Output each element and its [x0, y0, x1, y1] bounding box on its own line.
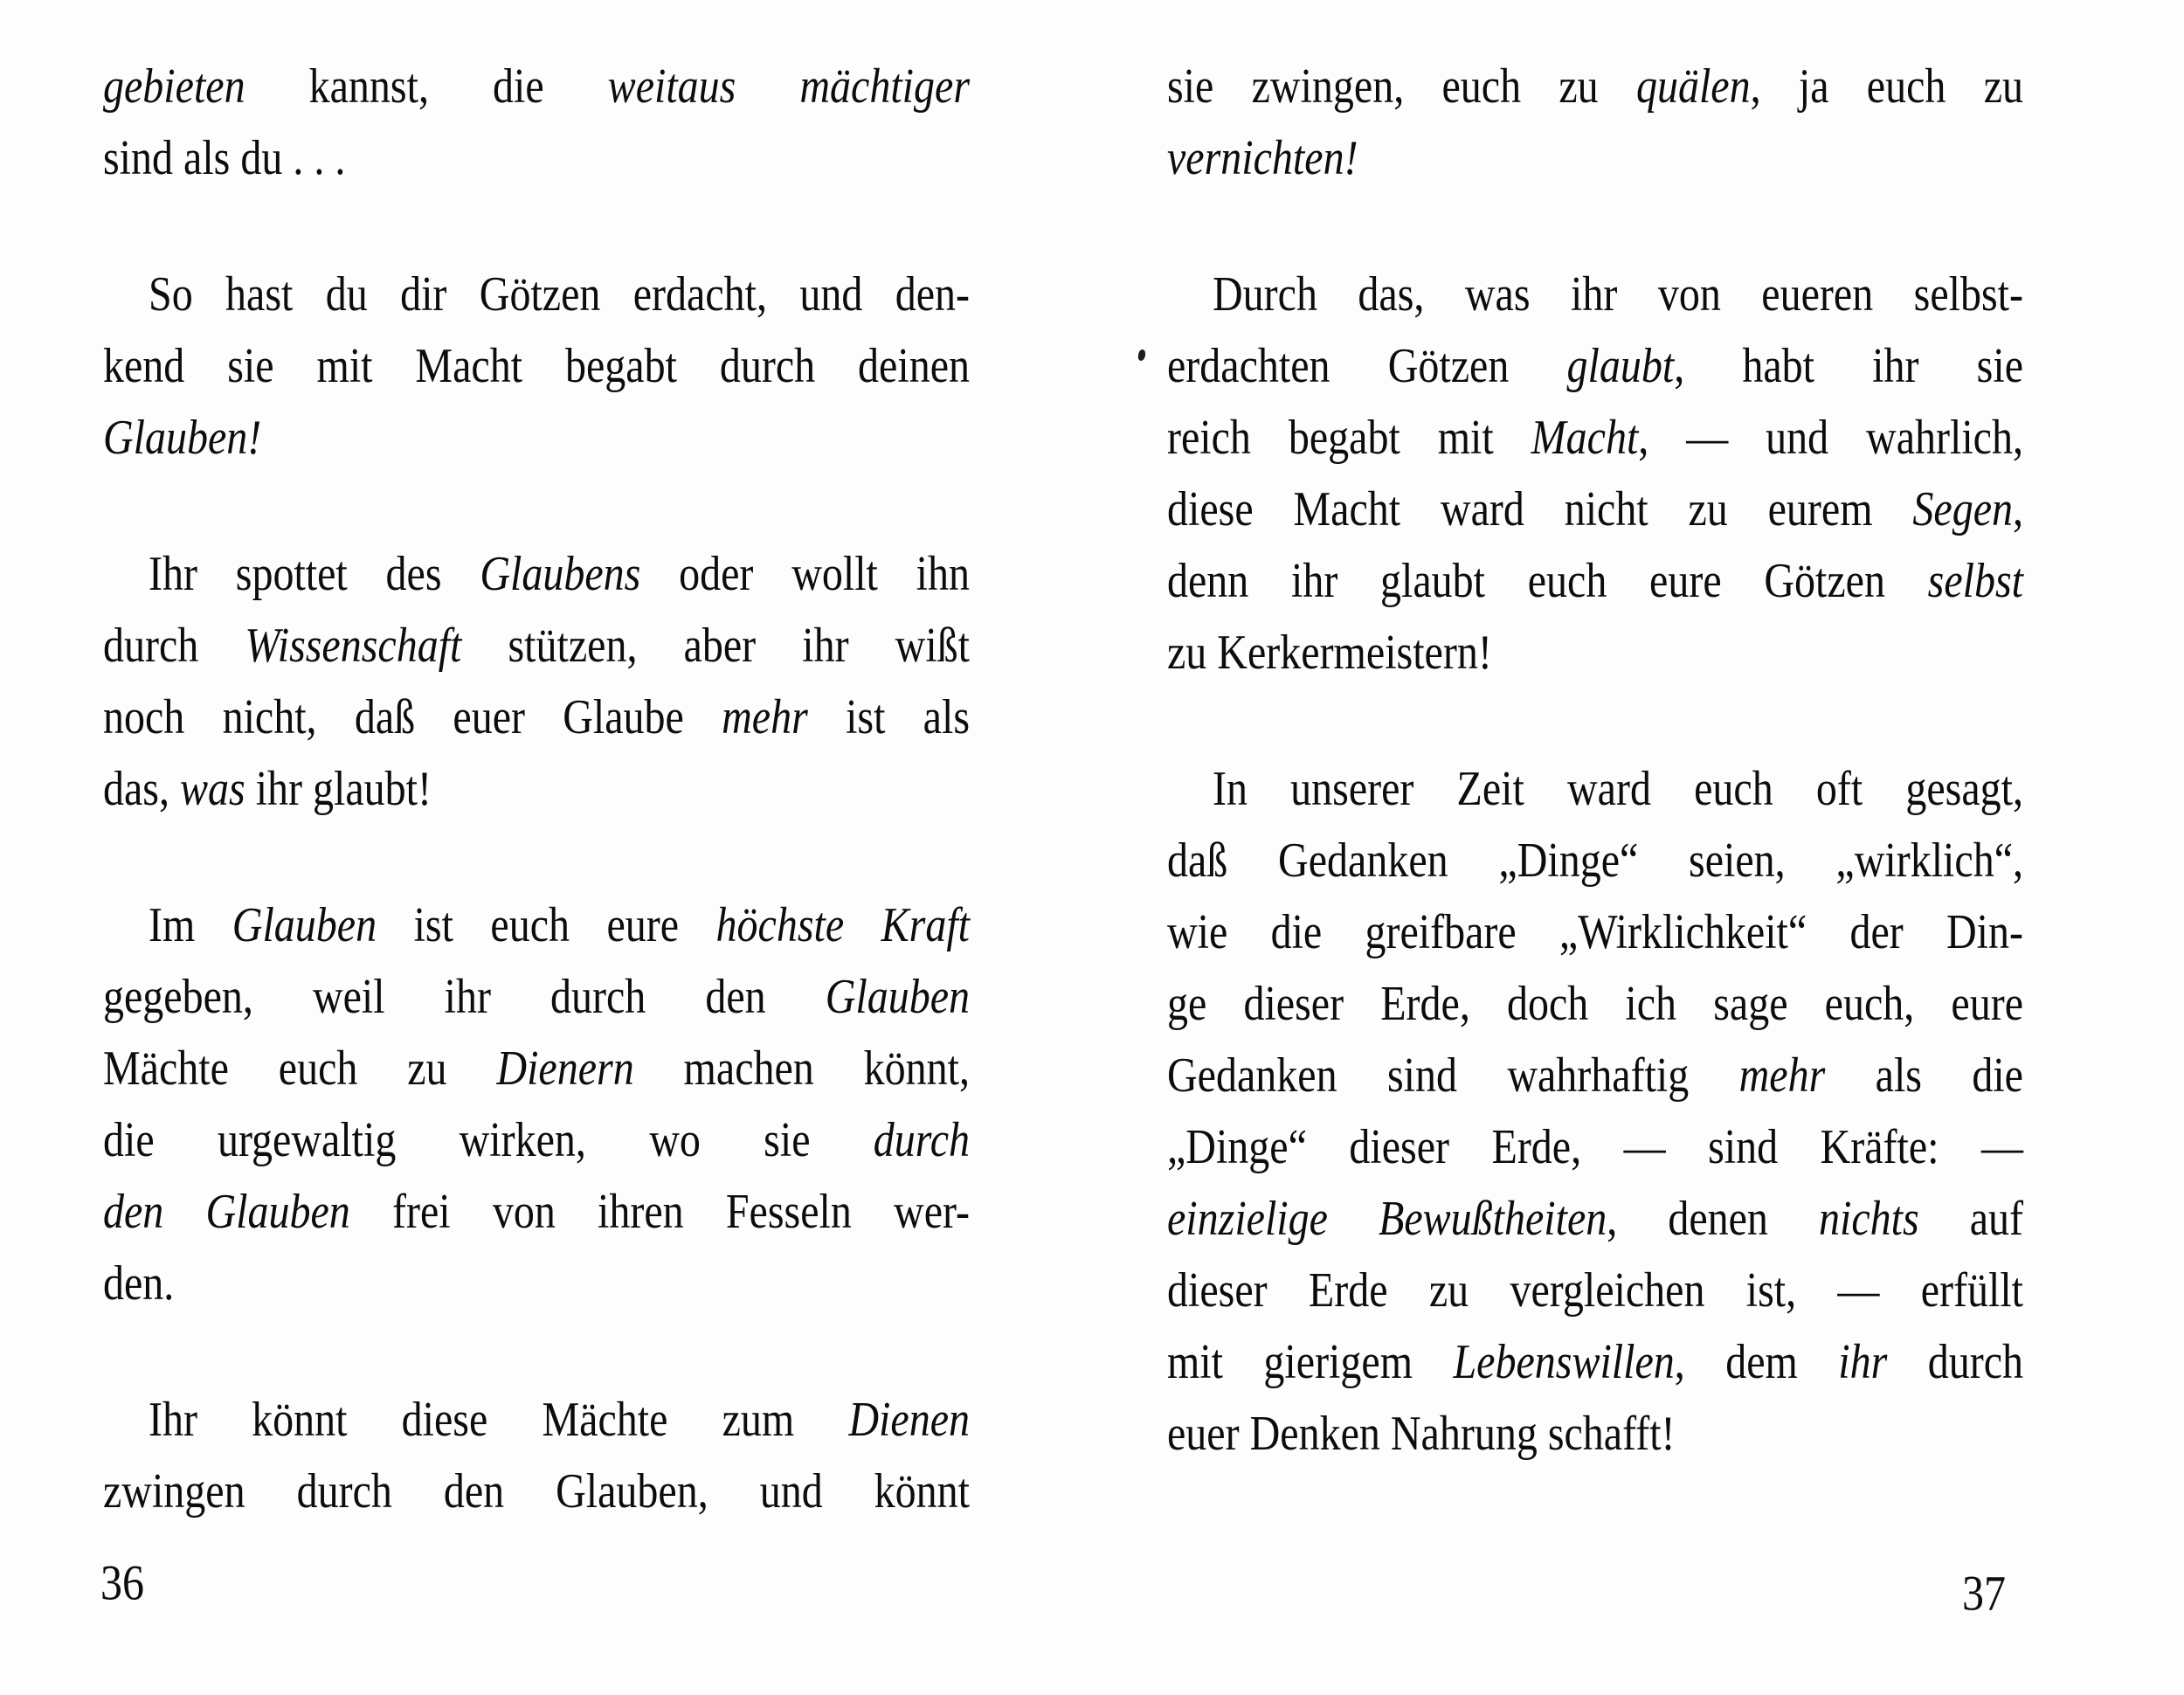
- text-line: [1167, 1249, 2023, 1332]
- text-run: So hast du dir Götzen erdacht, und den-: [149, 267, 970, 322]
- italic-text-run: ihr: [1838, 1335, 1888, 1389]
- text-line: [103, 1027, 970, 1110]
- paragraph: [103, 891, 970, 1321]
- paragraph: [103, 52, 970, 196]
- text-run: die urgewaltig wirken, wo sie: [103, 1113, 874, 1167]
- text-run: sind als du . . .: [103, 131, 346, 185]
- text-line: [103, 1171, 970, 1254]
- italic-text-run: selbst: [1927, 554, 2023, 608]
- text-run: stützen, aber ihr wißt: [461, 619, 970, 673]
- left-page-text-column: [103, 52, 970, 1529]
- text-line: [1167, 963, 2023, 1046]
- text-line: [1167, 1321, 2023, 1404]
- italic-text-run: Glauben!: [103, 411, 262, 465]
- text-line: [1167, 612, 2023, 695]
- italic-text-run: Macht: [1531, 411, 1639, 465]
- italic-text-run: was: [179, 762, 245, 816]
- text-run: mit gierigem: [1167, 1335, 1454, 1389]
- text-line: [103, 45, 970, 128]
- text-run: ,: [2013, 482, 2023, 536]
- text-run: euer Denken Nahrung schafft!: [1167, 1407, 1676, 1461]
- paragraph: [1167, 755, 2023, 1471]
- text-line: [103, 1099, 970, 1182]
- right-page: [1092, 0, 2184, 1695]
- page-number-37: 37: [1962, 1564, 2006, 1622]
- text-line: [1167, 397, 2023, 480]
- italic-text-run: Glaubens: [480, 547, 641, 601]
- text-run: noch nicht, daß euer Glaube: [103, 690, 722, 744]
- text-run: auf: [1918, 1192, 2024, 1246]
- text-run: ist als: [807, 690, 971, 744]
- italic-text-run: höchste Kraft: [715, 898, 970, 952]
- italic-text-run: Dienen: [848, 1393, 970, 1447]
- text-line: [103, 253, 970, 336]
- text-run: reich begabt mit: [1167, 411, 1531, 465]
- italic-text-run: nichts: [1819, 1192, 1919, 1246]
- text-run: diese Macht ward nicht zu eurem: [1167, 482, 1913, 536]
- text-line: [1167, 325, 2023, 408]
- text-line: [1167, 117, 2023, 200]
- text-line: [103, 884, 970, 967]
- text-line: [103, 325, 970, 408]
- text-run: , dem: [1674, 1335, 1839, 1389]
- text-line: [1167, 45, 2023, 128]
- italic-text-run: mehr: [722, 690, 808, 744]
- text-run: als die: [1825, 1048, 2023, 1103]
- italic-text-run: durch: [873, 1113, 970, 1167]
- paragraph: [103, 540, 970, 827]
- text-run: In unserer Zeit ward euch oft gesagt,: [1213, 762, 2023, 816]
- text-line: [1167, 1393, 2023, 1476]
- italic-text-run: Lebenswillen: [1453, 1335, 1675, 1389]
- text-run: zu Kerkermeistern!: [1167, 626, 1492, 680]
- italic-text-run: glaubt: [1566, 339, 1675, 393]
- page-number-36: 36: [100, 1553, 144, 1611]
- text-line: [103, 117, 970, 200]
- text-run: frei von ihren Fesseln wer-: [349, 1185, 970, 1239]
- text-run: Mächte euch zu: [103, 1041, 497, 1096]
- text-run: ihr glaubt!: [245, 762, 432, 816]
- text-run: Ihr könnt diese Mächte zum: [149, 1393, 849, 1447]
- text-run: Ihr spottet des: [149, 547, 480, 601]
- italic-text-run: gebieten: [103, 59, 245, 114]
- text-line: [103, 533, 970, 616]
- text-run: denn ihr glaubt euch eure Götzen: [1167, 554, 1928, 608]
- text-line: [103, 605, 970, 688]
- text-run: wie die greifbare „Wirklichkeit“ der Din-: [1167, 905, 2023, 959]
- scan-artifact-dot: [1137, 349, 1147, 362]
- italic-text-run: Glauben: [232, 898, 377, 952]
- text-run: ist euch eure: [377, 898, 716, 952]
- text-run: Gedanken sind wahrhaftig: [1167, 1048, 1739, 1103]
- italic-text-run: Segen: [1912, 482, 2013, 536]
- text-line: [103, 1379, 970, 1462]
- italic-text-run: Dienern: [496, 1041, 634, 1096]
- text-run: gegeben, weil ihr durch den: [103, 970, 826, 1024]
- text-line: [103, 1242, 970, 1325]
- italic-text-run: vernichten!: [1167, 131, 1358, 185]
- text-run: kannst, die: [245, 59, 608, 114]
- paragraph: [103, 260, 970, 475]
- text-run: , denen: [1607, 1192, 1819, 1246]
- text-line: [1167, 748, 2023, 831]
- text-run: zwingen durch den Glauben, und könnt: [103, 1464, 970, 1519]
- paragraph: [103, 1386, 970, 1529]
- italic-text-run: mehr: [1738, 1048, 1826, 1103]
- text-line: [103, 676, 970, 759]
- italic-text-run: Glauben: [825, 970, 970, 1024]
- text-run: machen könnt,: [633, 1041, 970, 1096]
- text-line: [1167, 1034, 2023, 1117]
- text-run: oder wollt ihn: [640, 547, 970, 601]
- text-line: [103, 748, 970, 831]
- text-run: , — und wahrlich,: [1638, 411, 2023, 465]
- text-line: [1167, 891, 2023, 974]
- paragraph: [1167, 52, 2023, 196]
- text-run: , habt ihr sie: [1674, 339, 2024, 393]
- text-line: [103, 1450, 970, 1533]
- text-line: [1167, 1106, 2023, 1189]
- text-run: das,: [103, 762, 180, 816]
- italic-text-run: den Glauben: [103, 1185, 350, 1239]
- text-line: [1167, 540, 2023, 623]
- text-run: dieser Erde zu vergleichen ist, — erfüllt: [1167, 1263, 2023, 1318]
- text-line: [1167, 468, 2023, 551]
- italic-text-run: quälen: [1635, 59, 1751, 114]
- text-run: ge dieser Erde, doch ich sage euch, eure: [1167, 977, 2023, 1031]
- text-run: erdachten Götzen: [1167, 339, 1567, 393]
- text-run: den.: [103, 1256, 175, 1311]
- text-run: Im: [149, 898, 232, 952]
- text-line: [103, 397, 970, 480]
- italic-text-run: weitaus mächtiger: [607, 59, 971, 114]
- text-run: kend sie mit Macht begabt durch deinen: [103, 339, 970, 393]
- text-run: daß Gedanken „Dinge“ seien, „wirklich“,: [1167, 834, 2023, 888]
- text-line: [1167, 1178, 2023, 1261]
- right-page-text-column: [1167, 52, 2023, 1471]
- text-run: durch: [103, 619, 245, 673]
- text-line: [1167, 820, 2023, 903]
- text-line: [1167, 253, 2023, 336]
- text-run: sie zwingen, euch zu: [1167, 59, 1636, 114]
- text-line: [103, 956, 970, 1039]
- text-run: „Dinge“ dieser Erde, — sind Kräfte: —: [1167, 1120, 2023, 1174]
- italic-text-run: einzielige Bewußtheiten: [1167, 1192, 1607, 1246]
- text-run: , ja euch zu: [1750, 59, 2024, 114]
- italic-text-run: Wissenschaft: [245, 619, 462, 673]
- paragraph: [1167, 260, 2023, 690]
- text-run: Durch das, was ihr von eueren selbst-: [1213, 267, 2023, 322]
- text-run: durch: [1887, 1335, 2024, 1389]
